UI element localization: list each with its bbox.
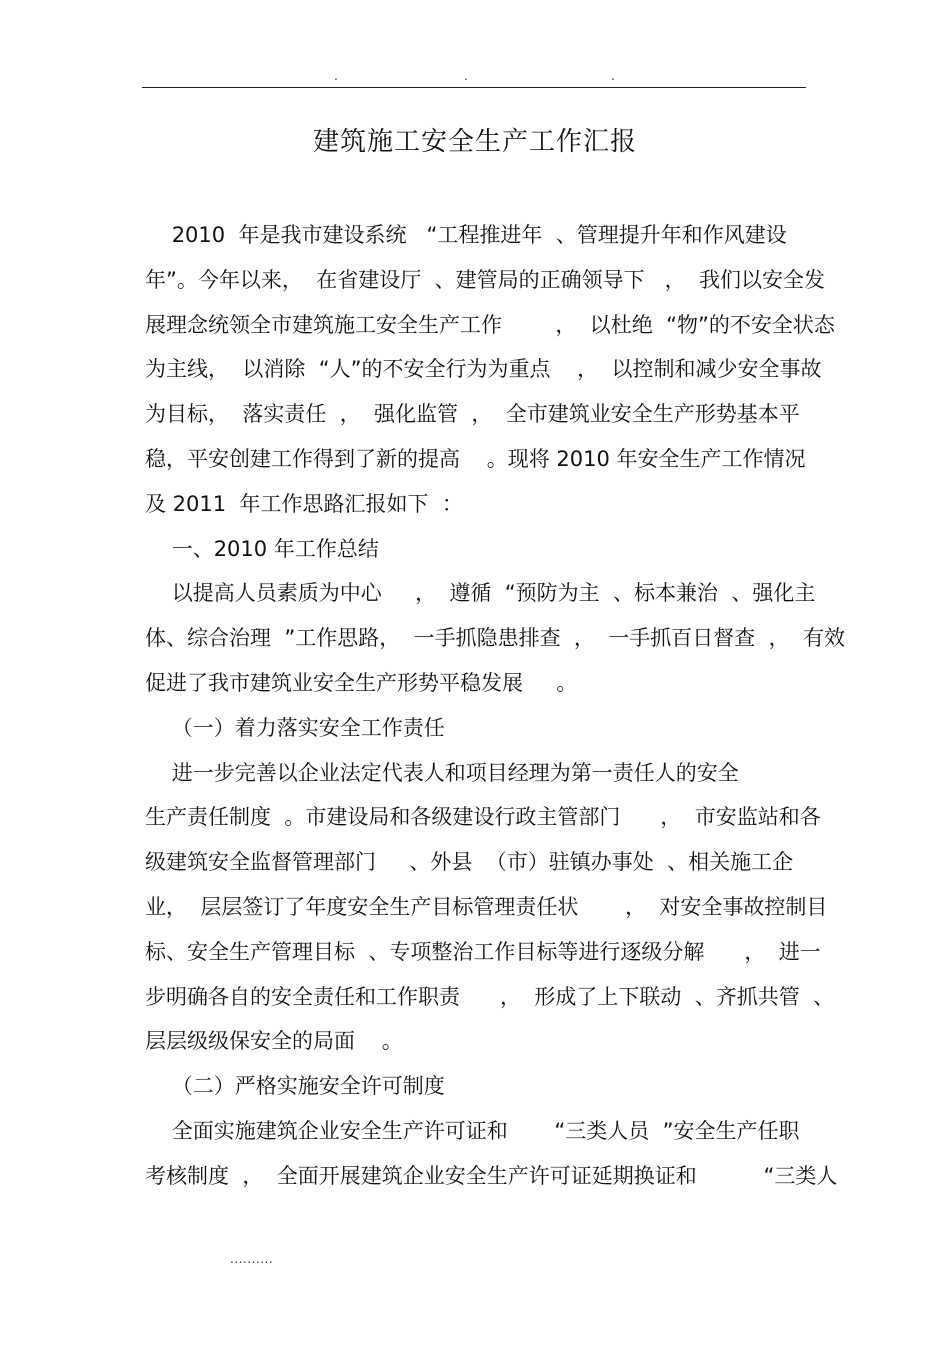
paragraph-line: 促进了我市建筑业安全生产形势平稳发展 。 <box>145 671 578 695</box>
paragraph-line: 2010 年是我市建设系统 “工程推进年 、管理提升年和作风建设 <box>145 223 787 247</box>
paragraph-line: 业， 层层签订了年度安全生产目标管理责任状 ， 对安全事故控制目 <box>145 895 828 919</box>
header-rule <box>142 87 806 88</box>
subsection-heading: （一）着力落实安全工作责任 <box>145 716 445 740</box>
paragraph-line: 考核制度 ， 全面开展建筑企业安全生产许可证延期换证和 “三类人 <box>145 1164 838 1188</box>
paragraph-line: 展理念统领全市建筑施工安全生产工作 ， 以杜绝 “物”的不安全状态 <box>145 313 835 337</box>
paragraph-line: 为主线， 以消除 “人”的不安全行为为重点 ， 以控制和减少安全事故 <box>145 357 822 381</box>
paragraph-line: 为目标， 落实责任 ， 强化监管 ， 全市建筑业安全生产形势基本平 <box>145 402 800 426</box>
header-dot: . <box>464 69 468 83</box>
paragraph-line: 稳，平安创建工作得到了新的提高 。现将 2010 年安全生产工作情况 <box>145 447 806 471</box>
section-heading: 一、2010 年工作总结 <box>145 537 379 561</box>
paragraph-line: 步明确各自的安全责任和工作职责 ， 形成了上下联动 、齐抓共管 、 <box>145 985 835 1009</box>
paragraph-line: 生产责任制度 。市建设局和各级建设行政主管部门 ， 市安监站和各 <box>145 805 821 829</box>
paragraph-line: 年”。今年以来， 在省建设厅 、建管局的正确领导下 ， 我们以安全发 <box>145 268 825 292</box>
header-dot: . <box>334 69 338 83</box>
paragraph-line: 进一步完善以企业法定代表人和项目经理为第一责任人的安全 <box>145 761 739 785</box>
header-dots <box>142 70 806 86</box>
paragraph-line: 标、安全生产管理目标 、专项整治工作目标等进行逐级分解 ， 进一 <box>145 940 821 964</box>
footer-dots: .......... <box>230 1252 274 1266</box>
paragraph-line: 级建筑安全监督管理部门 、外县 （市）驻镇办事处 、相关施工企 <box>145 850 794 874</box>
paragraph-line: 层层级级保安全的局面 。 <box>145 1029 403 1053</box>
paragraph-line: 以提高人员素质为中心 ， 遵循 “预防为主 、标本兼治 、强化主 <box>145 581 816 605</box>
subsection-heading: （二）严格实施安全许可制度 <box>145 1074 445 1098</box>
paragraph-line: 全面实施建筑企业安全生产许可证和 “三类人员 ”安全生产任职 <box>145 1119 800 1143</box>
paragraph-line: 及 2011 年工作思路汇报如下 ： <box>145 492 463 516</box>
header-dot: . <box>611 69 615 83</box>
document-title: 建筑施工安全生产工作汇报 <box>312 127 637 157</box>
paragraph-line: 体、综合治理 ”工作思路， 一手抓隐患排查 ， 一手抓百日督查 ， 有效 <box>145 626 845 650</box>
